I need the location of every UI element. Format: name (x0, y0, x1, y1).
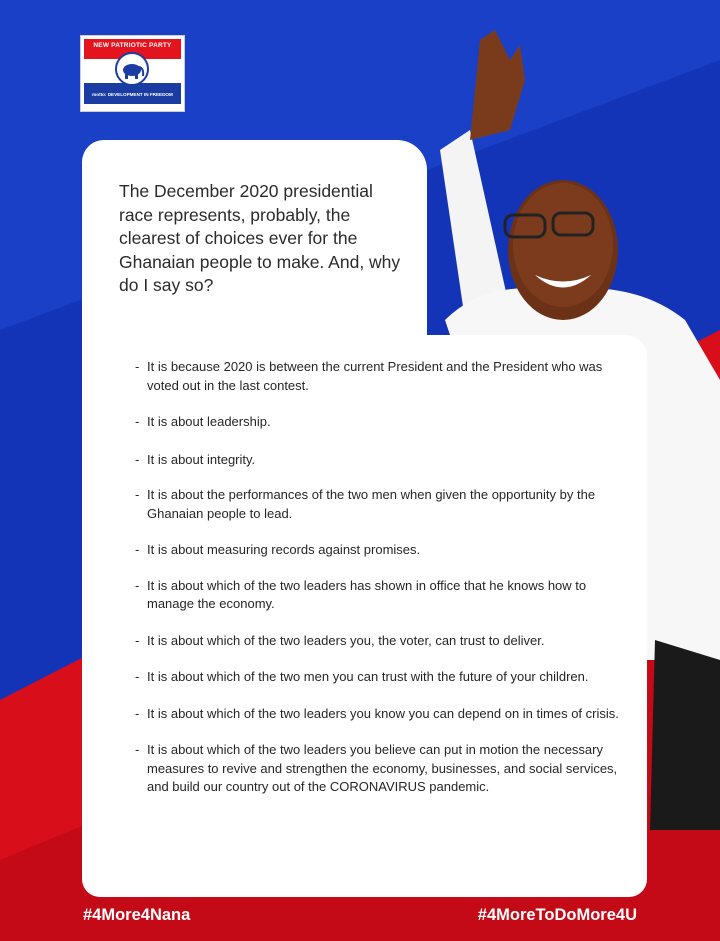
npp-logo (80, 35, 185, 112)
list-item: - It is about measuring records against promises. (135, 541, 630, 560)
list-item: - It is about integrity. (135, 451, 630, 470)
list-item: - It is about which of the two leaders you, the voter, can trust to deliver. (135, 632, 630, 651)
list-item: - It is because 2020 is between the current President and the President who was voted out in the last contest. (135, 358, 630, 395)
intro-text: The December 2020 presidential race represents, probably, the clearest of choices ever for the Ghanaian people to make. And, why do I say so? (119, 181, 401, 295)
elephant-emblem-icon (115, 52, 149, 86)
list-item: - It is about leadership. (135, 413, 630, 432)
list-item: - It is about which of the two leaders you know you can depend on in times of crisis. (135, 705, 630, 724)
party-motto: motto: DEVELOPMENT IN FREEDOM (92, 92, 173, 97)
points-list (135, 358, 630, 797)
hashtag-left: #4More4Nana (83, 906, 191, 924)
list-item: - It is about the performances of the two men when given the opportunity by the Ghanaian people to lead. (135, 486, 630, 523)
hashtag-right: #4MoreToDoMore4U (477, 906, 637, 924)
list-item: - It is about which of the two leaders you believe can put in motion the necessary measures to revive and strengthen the economy, businesses, and social services, and build our country out of the CORONAVIRUS pandemic. (135, 741, 630, 797)
list-item: - It is about which of the two leaders has shown in office that he knows how to manage the economy. (135, 577, 630, 614)
party-name: NEW PATRIOTIC PARTY (93, 42, 172, 49)
list-item: - It is about which of the two men you can trust with the future of your children. (135, 668, 630, 687)
